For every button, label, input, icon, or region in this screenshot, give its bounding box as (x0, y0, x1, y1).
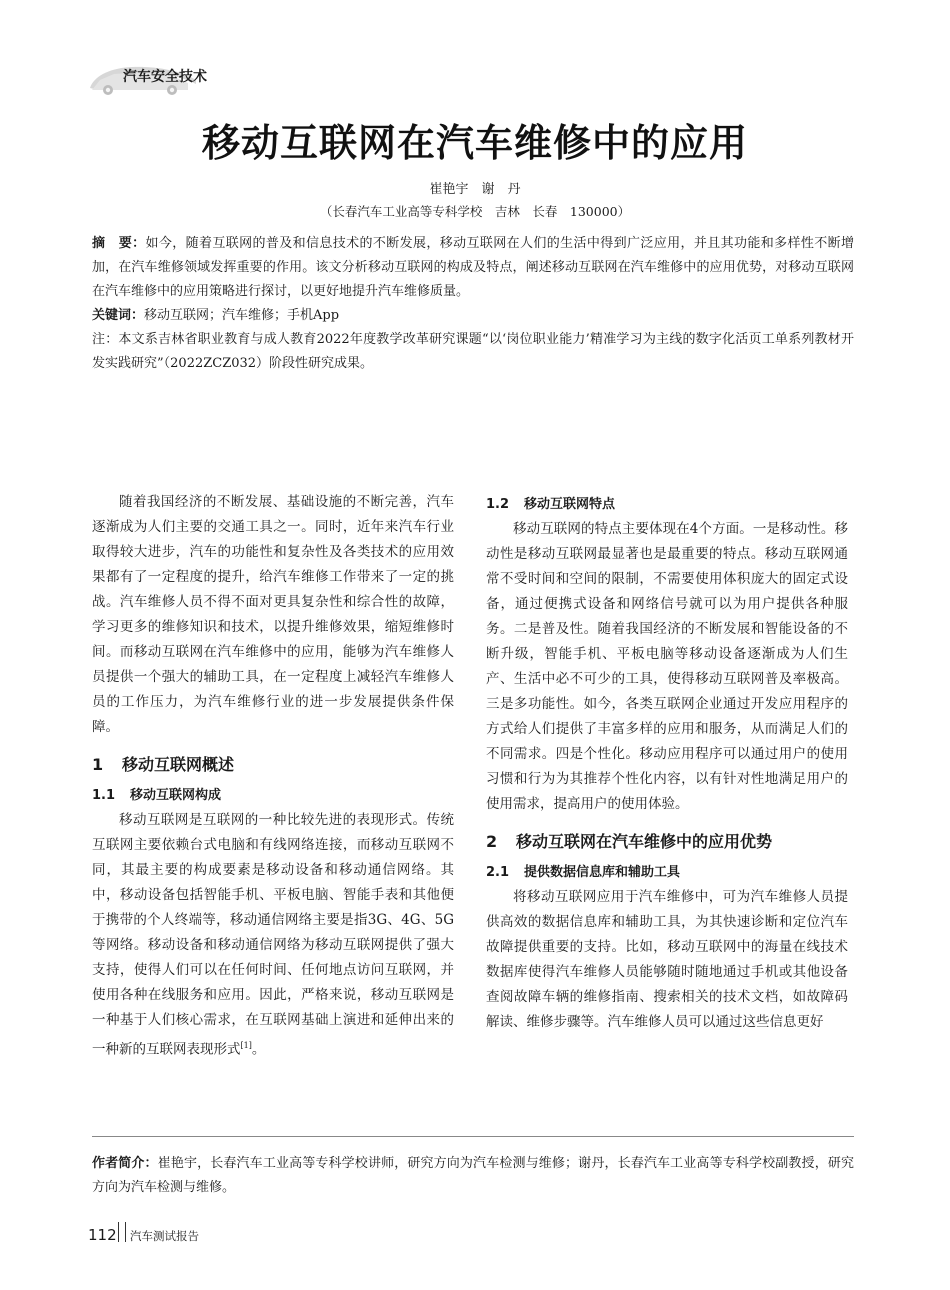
keywords (92, 304, 854, 328)
author-bio-text: 崔艳宇，长春汽车工业高等专科学校讲师，研究方向为汽车检测与维修；谢丹，长春汽车工业高等专科学校副教授，研究方向为汽车检测与维修。 (92, 1156, 854, 1195)
funding-note (92, 328, 854, 376)
section-1-2-paragraph: 移动互联网的特点主要体现在4个方面。一是移动性。移动性是移动互联网最显著也是最重要的特点。移动互联网通常不受时间和空间的限制，不需要使用体积庞大的固定式设备，通过便携式设备和网络信号就可以为用户提供各种服务。二是普及性。随着我国经济的不断发展和智能设备的不断升级，智能手机、平板电脑等移动设备逐渐成为人们生产、生活中必不可少的工具，使得移动互联网普及率极高。三是多功能性。如今，各类互联网企业通过开发应用程序的方式给人们提供了丰富多样的应用和服务，从而满足人们的不同需求。四是个性化。移动应用程序可以通过用户的使用习惯和行为为其推荐个性化内容，以有针对性地满足用户的使用需求，提高用户的使用体验。 (486, 521, 848, 812)
section-2-heading: 2 移动互联网在汽车维修中的应用优势 (486, 832, 773, 851)
note-label: 注： (92, 332, 119, 347)
abstract-text: 如今，随着互联网的普及和信息技术的不断发展，移动互联网在人们的生活中得到广泛应用，并且其功能和多样性不断增加，在汽车维修领域发挥重要的作用。该文分析移动互联网的构成及特点，阐述移动互联网在汽车维修中的应用优势，对移动互联网在汽车维修中的应用策略进行探讨，以更好地提升汽车维修质量。 (92, 236, 854, 299)
author-bio-label: 作者简介： (92, 1156, 158, 1171)
author-bio (92, 1152, 854, 1200)
keywords-text: 移动互联网；汽车维修；手机App (144, 308, 340, 323)
section-2-1-heading: 2.1 提供数据信息库和辅助工具 (486, 865, 681, 880)
footnote-divider (92, 1136, 854, 1137)
section-1-1-heading: 1.1 移动互联网构成 (92, 788, 222, 803)
page-number: 112 (88, 1226, 117, 1244)
affiliation: （长春汽车工业高等专科学校 吉林 长春 130000） (319, 204, 631, 219)
abstract-block (92, 232, 854, 376)
abstract-label: 摘 要： (92, 236, 146, 251)
citation-1: [1] (240, 1041, 252, 1050)
section-1-2-heading: 1.2 移动互联网特点 (486, 497, 616, 512)
section-2-1-paragraph: 将移动互联网应用于汽车维修中，可为汽车维修人员提供高效的数据信息库和辅助工具，为其快速诊断和定位汽车故障提供重要的支持。比如，移动互联网中的海量在线技术数据库使得汽车维修人员能够随时随地通过手机或其他设备查阅故障车辆的维修指南、搜索相关的技术文档，如故障码解读、维修步骤等。汽车维修人员可以通过这些信息更好 (486, 889, 848, 1030)
journal-name: 汽车测试报告 (130, 1229, 199, 1243)
abstract (92, 232, 854, 304)
authors: 崔艳宇 谢 丹 (429, 182, 521, 197)
note-text: 本文系吉林省职业教育与成人教育2022年度教学改革研究课题“以‘岗位职业能力’精准学习为主线的数字化活页工单系列教材开发实践研究”（2022ZCZ032）阶段性研究成果。 (92, 332, 854, 371)
article-title: 移动互联网在汽车维修中的应用 (201, 121, 748, 165)
keywords-label: 关键词： (92, 308, 145, 323)
section-1-heading: 1 移动互联网概述 (92, 755, 235, 774)
page-separator (118, 1222, 126, 1242)
section-tag: 汽车安全技术 (123, 69, 207, 85)
body-column-right (486, 490, 848, 1035)
intro-paragraph: 随着我国经济的不断发展、基础设施的不断完善，汽车逐渐成为人们主要的交通工具之一。同时，近年来汽车行业取得较大进步，汽车的功能性和复杂性及各类技术的应用效果都有了一定程度的提升，给汽车维修工作带来了一定的挑战。汽车维修人员不得不面对更具复杂性和综合性的故障，学习更多的维修知识和技术，以提升维修效果，缩短维修时间。而移动互联网在汽车维修中的应用，能够为汽车维修人员提供一个强大的辅助工具，在一定程度上减轻汽车维修人员的工作压力，为汽车维修行业的进一步发展提供条件保障。 (92, 494, 454, 735)
body-column-left (92, 490, 454, 1063)
section-1-1-paragraph: 移动互联网是互联网的一种比较先进的表现形式。传统互联网主要依赖台式电脑和有线网络连接，而移动互联网不同，其最主要的构成要素是移动设备和移动通信网络。其中，移动设备包括智能手机、平板电脑、智能手表和其他便于携带的个人终端等，移动通信网络主要是指3G、4G、5G等网络。移动设备和移动通信网络为移动互联网提供了强大支持，使得人们可以在任何时间、任何地点访问互联网，并使用各种在线服务和应用。因此，严格来说，移动互联网是一种基于人们核心需求，在互联网基础上演进和延伸出来的一种新的互联网表现形式[1]。 (92, 812, 454, 1058)
